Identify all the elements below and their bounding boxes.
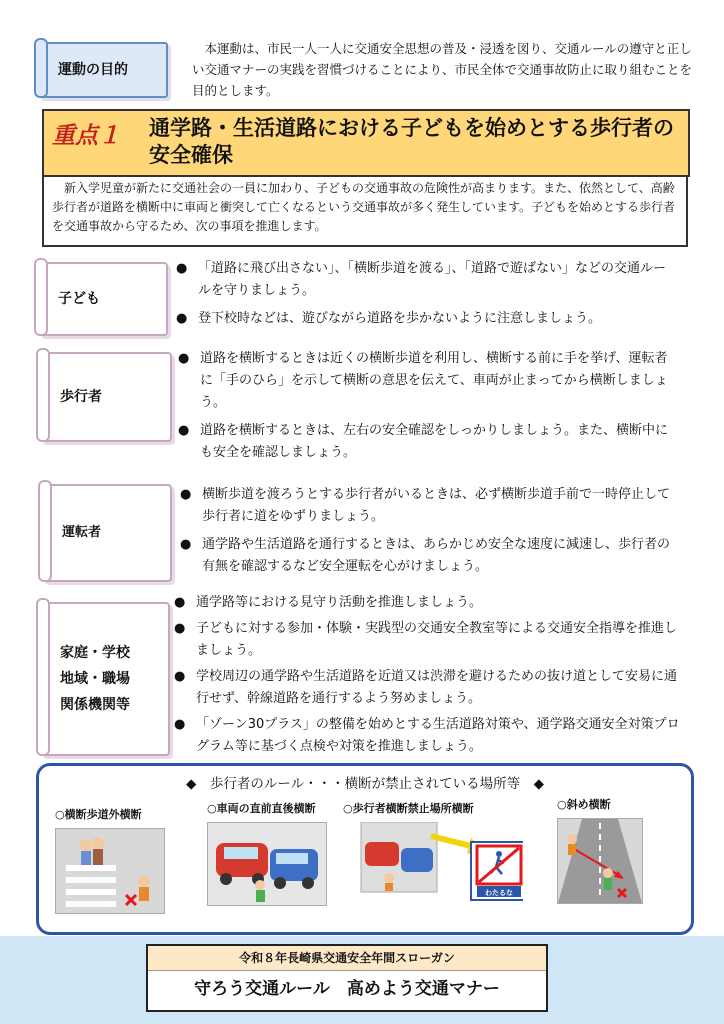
bullet-icon: ● xyxy=(174,717,186,732)
purpose-label-box xyxy=(38,42,168,98)
label-line: 家庭・学校 xyxy=(60,645,130,661)
section-label-text xyxy=(42,640,168,718)
bullet-icon: ● xyxy=(174,621,186,636)
pedestrian-rules-box xyxy=(36,763,694,935)
bullet-icon: ● xyxy=(180,487,192,502)
bullet-icon: ● xyxy=(174,669,186,684)
sign-text: わたるな xyxy=(485,889,513,897)
section-label-children xyxy=(38,262,168,336)
illustration-no-crossing-place xyxy=(343,800,523,911)
section-pedestrian-items xyxy=(178,348,678,470)
section-label-text: 歩行者 xyxy=(60,389,102,405)
section-label-community xyxy=(40,602,170,756)
illustration-caption: ○車両の直前直後横断 xyxy=(207,802,316,815)
bullet-icon: ● xyxy=(176,261,188,276)
focus-title: 通学路・生活道路における子どもを始めとする歩行者の安全確保 xyxy=(149,116,674,167)
crossing-outside-image xyxy=(55,828,165,914)
list-item xyxy=(174,714,680,758)
list-item xyxy=(176,258,676,302)
purpose-label: 運動の目的 xyxy=(58,62,128,78)
bullet-icon: ● xyxy=(176,311,188,326)
purpose-text: 本運動は、市民一人一人に交通安全思想の普及・浸透を図り、交通ルールの遵守と正しい交通マナーの実践を習慣づけることにより、市民全体で交通事故防止に取り組むことを目的とします。 xyxy=(192,41,693,98)
slogan-text: 守ろう交通ルール 高めよう交通マナー xyxy=(194,979,500,999)
list-item xyxy=(180,534,680,578)
item-text: 学校周辺の通学路や生活道路を近道又は渋滞を避けるための抜け道として安易に通行せず、幹線道路を通行するよう努めましょう。 xyxy=(196,669,678,706)
focus-description: 新入学児童が新たに交通社会の一員に加わり、子どもの交通事故の危険性が高まります。また、依然として、高齢歩行者が道路を横断中に車両と衝突して亡くなるという交通事故が多く発生しています。子どもを始めとする歩行者を交通事故から守るため、次の事項を推進します。 xyxy=(42,175,688,247)
section-label-driver xyxy=(42,484,172,582)
list-item xyxy=(178,420,678,464)
label-line: 地域・職場 xyxy=(60,671,130,687)
section-label-text: 子ども xyxy=(58,291,100,307)
item-text: 「ゾーン30プラス」の整備を始めとする生活道路対策や、通学路交通安全対策プログラム等に基づく点検や対策を推進しましょう。 xyxy=(196,717,680,754)
bullet-icon: ● xyxy=(174,595,186,610)
slogan-heading: 令和８年長崎県交通安全年間スローガン xyxy=(148,946,546,971)
front-behind-vehicle-image xyxy=(207,822,327,906)
item-text: 「道路に飛び出さない」、「横断歩道を渡る」、「道路で遊ばない」などの交通ルールを守りましょう。 xyxy=(198,261,667,298)
item-text: 子どもに対する参加・体験・実践型の交通安全教室等による交通安全指導を推進しましょう。 xyxy=(196,621,678,658)
label-line: 関係機関等 xyxy=(60,697,130,713)
item-text: 登下校時などは、遊びながら道路を歩かないように注意しましょう。 xyxy=(198,311,602,326)
list-item xyxy=(174,592,680,614)
list-item xyxy=(174,666,680,710)
illustration-front-behind-vehicle xyxy=(207,800,327,909)
section-driver-items xyxy=(180,484,680,584)
focus-number: 重点１ xyxy=(52,123,121,149)
item-text: 道路を横断するときは、左右の安全確認をしっかりしましょう。また、横断中にも安全を確認しましょう。 xyxy=(200,423,669,460)
list-item xyxy=(178,348,678,414)
illustration-diagonal-crossing xyxy=(557,796,643,907)
list-item xyxy=(176,308,676,330)
bullet-icon: ● xyxy=(180,537,192,552)
item-text: 道路を横断するときは近くの横断歩道を利用し、横断する前に手を挙げ、運転者に「手のひら」を示して横断の意思を伝えて、車両が止まってから横断しましょう。 xyxy=(200,351,668,410)
list-item xyxy=(174,618,680,662)
illustration-caption: ○横断歩道外横断 xyxy=(55,808,142,821)
item-text: 通学路等における見守り活動を推進しましょう。 xyxy=(196,595,483,610)
section-community-items xyxy=(174,592,680,762)
illustration-crossing-outside xyxy=(55,806,165,917)
section-label-pedestrian xyxy=(40,352,172,442)
no-crossing-place-image xyxy=(343,822,523,908)
item-text: 横断歩道を渡ろうとする歩行者がいるときは、必ず横断歩道手前で一時停止して歩行者に道をゆずりましょう。 xyxy=(202,487,671,524)
bullet-icon: ● xyxy=(178,423,190,438)
illustration-caption: ○歩行者横断禁止場所横断 xyxy=(343,802,474,815)
focus-header xyxy=(42,109,690,177)
item-text: 通学路や生活道路を通行するときは、あらかじめ安全な速度に減速し、歩行者の有無を確認するなど安全運転を心がけましょう。 xyxy=(202,537,671,574)
diagonal-crossing-image xyxy=(557,818,643,904)
rules-title: ◆ 歩行者のルール・・・横断が禁止されている場所等 ◆ xyxy=(186,776,544,792)
list-item xyxy=(180,484,680,528)
section-label-text: 運転者 xyxy=(62,525,102,540)
bullet-icon: ● xyxy=(178,351,190,366)
slogan-box xyxy=(146,944,548,1012)
section-children-items xyxy=(176,258,676,336)
illustration-caption: ○斜め横断 xyxy=(557,798,611,811)
